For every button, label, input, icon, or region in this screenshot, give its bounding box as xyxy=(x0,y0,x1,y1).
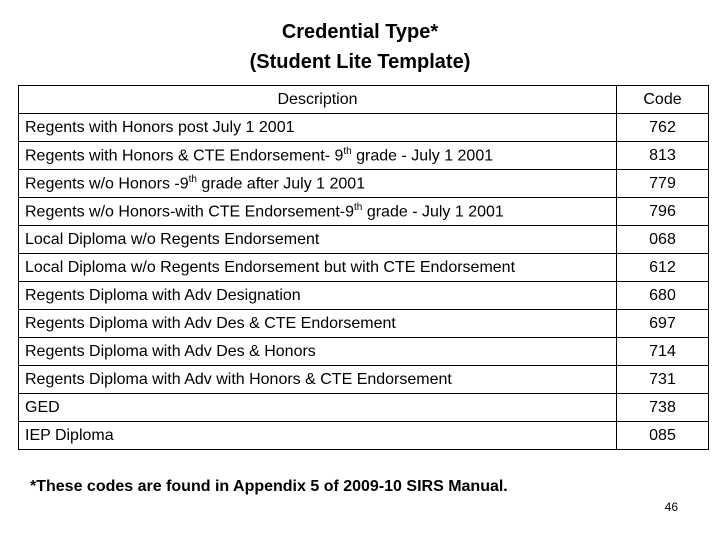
row-description: Regents Diploma with Adv with Honors & CTE Endorsement xyxy=(19,366,617,394)
row-description: Regents w/o Honors-with CTE Endorsement-9th grade - July 1 2001 xyxy=(19,198,617,226)
table-row xyxy=(19,282,709,310)
table-row xyxy=(19,198,709,226)
row-code: 779 xyxy=(617,170,709,198)
page-number: 46 xyxy=(664,500,678,514)
description-header: Description xyxy=(19,86,617,114)
table-row xyxy=(19,338,709,366)
table-row xyxy=(19,394,709,422)
row-code: 762 xyxy=(617,114,709,142)
row-code: 068 xyxy=(617,226,709,254)
row-code: 714 xyxy=(617,338,709,366)
table-row xyxy=(19,226,709,254)
row-description: Regents Diploma with Adv Designation xyxy=(19,282,617,310)
row-code: 738 xyxy=(617,394,709,422)
row-description: Regents with Honors & CTE Endorsement- 9th grade - July 1 2001 xyxy=(19,142,617,170)
row-description: Local Diploma w/o Regents Endorsement but with CTE Endorsement xyxy=(19,254,617,282)
row-description: Regents with Honors post July 1 2001 xyxy=(19,114,617,142)
footnote: *These codes are found in Appendix 5 of 2009-10 SIRS Manual. xyxy=(30,478,508,495)
row-code: 697 xyxy=(617,310,709,338)
row-description: IEP Diploma xyxy=(19,422,617,450)
row-code: 813 xyxy=(617,142,709,170)
row-code: 731 xyxy=(617,366,709,394)
row-code: 612 xyxy=(617,254,709,282)
row-description: Regents Diploma with Adv Des & CTE Endorsement xyxy=(19,310,617,338)
table-row xyxy=(19,366,709,394)
row-code: 085 xyxy=(617,422,709,450)
credential-table xyxy=(18,85,709,450)
table-row xyxy=(19,170,709,198)
row-description: GED xyxy=(19,394,617,422)
row-description: Local Diploma w/o Regents Endorsement xyxy=(19,226,617,254)
table-row xyxy=(19,114,709,142)
table-row xyxy=(19,310,709,338)
row-description: Regents Diploma with Adv Des & Honors xyxy=(19,338,617,366)
row-code: 796 xyxy=(617,198,709,226)
code-header: Code xyxy=(617,86,709,114)
table-header-row xyxy=(19,86,709,114)
page-subtitle: (Student Lite Template) xyxy=(249,51,471,73)
page-title: Credential Type* xyxy=(281,21,439,43)
row-code: 680 xyxy=(617,282,709,310)
table-row xyxy=(19,422,709,450)
table-row xyxy=(19,254,709,282)
table-row xyxy=(19,142,709,170)
row-description: Regents w/o Honors -9th grade after July 1 2001 xyxy=(19,170,617,198)
